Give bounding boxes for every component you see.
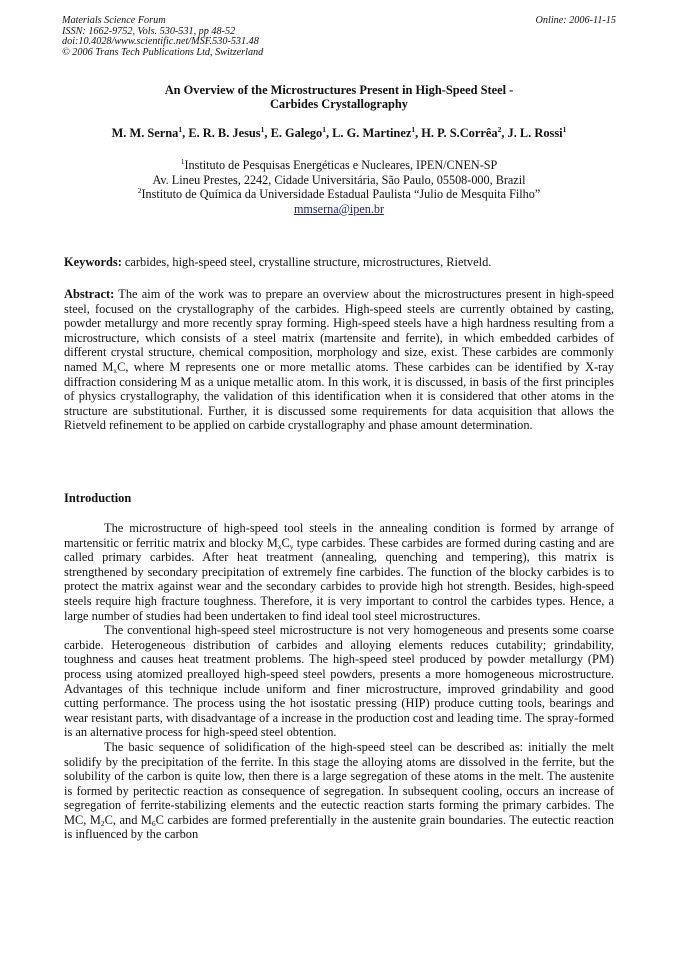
journal-name: Materials Science Forum <box>62 15 166 26</box>
author-name: E. Galego <box>270 126 323 140</box>
introduction-body <box>64 521 614 842</box>
affiliation-1-text: Instituto de Pesquisas Energéticas e Nucleares, IPEN/CNEN-SP <box>184 158 498 172</box>
keywords-label: Keywords: <box>64 255 122 269</box>
author-name: H. P. S.Corrêa <box>421 126 498 140</box>
author-affiliation-mark: 1 <box>411 125 416 134</box>
copyright-line: © 2006 Trans Tech Publications Ltd, Switzerland <box>62 46 264 58</box>
abstract-label: Abstract: <box>64 287 115 301</box>
subscript: x <box>113 365 118 375</box>
abstract-text-2: C, where M represents one or more metallic atoms. These carbides can be identified by X-ray diffraction considering M as a unique metallic atom. In this work, it is discussed, in basis of the first principles of physics crystallography, the validation of this identification when it is considered that other atoms in the structure are substitutional. Further, it is discussed some requirements for data acquisition that allows the Rietveld refinement to be applied on carbide crystallography and phase amount determination. <box>64 359 614 433</box>
author-affiliation-mark: 1 <box>260 125 265 134</box>
affiliation-1 <box>62 158 616 173</box>
subscript: x <box>277 541 282 551</box>
publication-header <box>62 16 616 58</box>
author-list: M. M. Serna$^1$, E. R. B. Jesus$^1$, E. Galego$^1$, L. G. Martinez$^1$, H. P. S.Corrêa$^2$, J. L. Rossi$^1$ <box>111 125 567 140</box>
author-affiliation-mark: 1 <box>178 125 183 134</box>
author-name: J. L. Rossi <box>507 126 563 140</box>
affiliations <box>62 158 616 216</box>
issn-line: ISSN: 1662-9752, Vols. 530-531, pp 48-52 <box>62 25 236 37</box>
keywords <box>64 255 614 270</box>
paragraph-text: type carbides. These carbides are formed during casting and are called primary carbides. After heat treatment (annealing, quenching and tempering), this matrix is strengthened by secondary precipitation of extremely fine carbides. The function of the blocky carbides is to protect the matrix against wear and the secondary carbides to provide high hot strength. Besides, high-speed steels require high fracture toughness. Therefore, it is very important to control the carbides types. Hence, a large number of studies had been undertaken to find ideal tool steel microstructures. <box>64 535 615 623</box>
affiliation-mark: 2 <box>137 186 142 196</box>
author-name: E. R. B. Jesus <box>188 126 261 140</box>
paragraph-text: C, and M <box>104 812 152 827</box>
abstract <box>64 287 614 433</box>
title-line-2: Carbides Crystallography <box>269 97 409 111</box>
subscript: y <box>289 541 294 551</box>
author-email-link[interactable]: mmserna@ipen.br <box>293 201 385 216</box>
introduction-heading: Introduction <box>64 491 132 505</box>
paragraph-text: C carbides are formed preferentially in the austenite grain boundaries. The eutectic reaction is influenced by the carbon <box>64 812 614 842</box>
subscript: 6 <box>151 818 156 828</box>
online-date: Online: 2006-11-15 <box>535 15 616 26</box>
paragraph <box>64 521 614 623</box>
paragraph-text: The microstructure of high-speed tool steels in the annealing condition is formed by arrange of martensitic or ferritic matrix and blocky M <box>64 521 614 550</box>
doi-line: doi:10.4028/www.scientific.net/MSF.530-531.48 <box>62 36 259 48</box>
subscript: 2 <box>100 818 105 828</box>
author-name: M. M. Serna <box>111 126 179 140</box>
affiliation-1-address: Av. Lineu Prestes, 2242, Cidade Universitária, São Paulo, 05508-000, Brazil <box>152 172 526 187</box>
paragraph <box>64 623 614 740</box>
affiliation-mark: 1 <box>180 157 185 166</box>
paragraph-text: The basic sequence of solidification of the high-speed steel can be described as: initially the melt solidify by the precipitation of the ferrite. In this stage the alloying atoms are dissolved in the ferrite, but the solubility of the carbon is quite low, then there is a large segregation of these atoms in the melt. The austenite is formed by peritectic reaction as consequence of segregation. In subsequent cooling, occurs an increase of segregation of ferrite-stabilizing elements and the eutectic reaction starts forming the primary carbides. The MC, M <box>64 739 614 827</box>
paragraph-text: The conventional high-speed steel microstructure is not very homogeneous and presents some coarse carbide. Heterogeneous distribution of carbides and alloying elements reduces cutability; grindability, toughness and causes heat treatment problems. The high-speed steel produced by powder metallurgy (PM) process using atomized prealloyed high-speed steel powders, presents a more homogeneous microstructure. Advantages of this technique include uniform and finer microstructure, improved grindability and good cutting performance. The process using the hot isostatic pressing (HIP) produce cutting tools, bearings and wear resistant parts, with disadvantage of a increase in the production cost and leading time. The spray-formed is an alternative process for high-speed steel obtention. <box>64 623 614 740</box>
paragraph-text: C <box>281 535 290 550</box>
paper-title <box>62 83 616 111</box>
author-email-wrap <box>62 202 616 217</box>
author-affiliation-mark: 1 <box>322 125 326 134</box>
author-name: L. G. Martinez <box>332 126 412 140</box>
abstract-text-1: The aim of the work was to prepare an overview about the microstructures present in high-speed steel, focused on the crystallography of the carbides. High-speed steels are currently obtained by casting, powder metallurgy and more recently spray forming. High-speed steels have a high hardness resulting from a microstructure, which consists of a steel matrix (martensite and ferrite), in which embedded carbides of different crystal structure, chemical composition, morphology and size, exist. These carbides are commonly named M <box>64 287 614 374</box>
title-line-1: An Overview of the Microstructures Present in High-Speed Steel - <box>164 83 514 97</box>
author-affiliation-mark: 2 <box>497 125 502 134</box>
affiliation-2 <box>62 187 616 202</box>
author-affiliation-mark: 1 <box>562 125 567 134</box>
keywords-text: carbides, high-speed steel, crystalline structure, microstructures, Rietveld. <box>121 255 492 269</box>
paragraph <box>64 740 614 842</box>
affiliation-2-text: Instituto de Química da Universidade Estadual Paulista “Julio de Mesquita Filho” <box>141 187 541 202</box>
